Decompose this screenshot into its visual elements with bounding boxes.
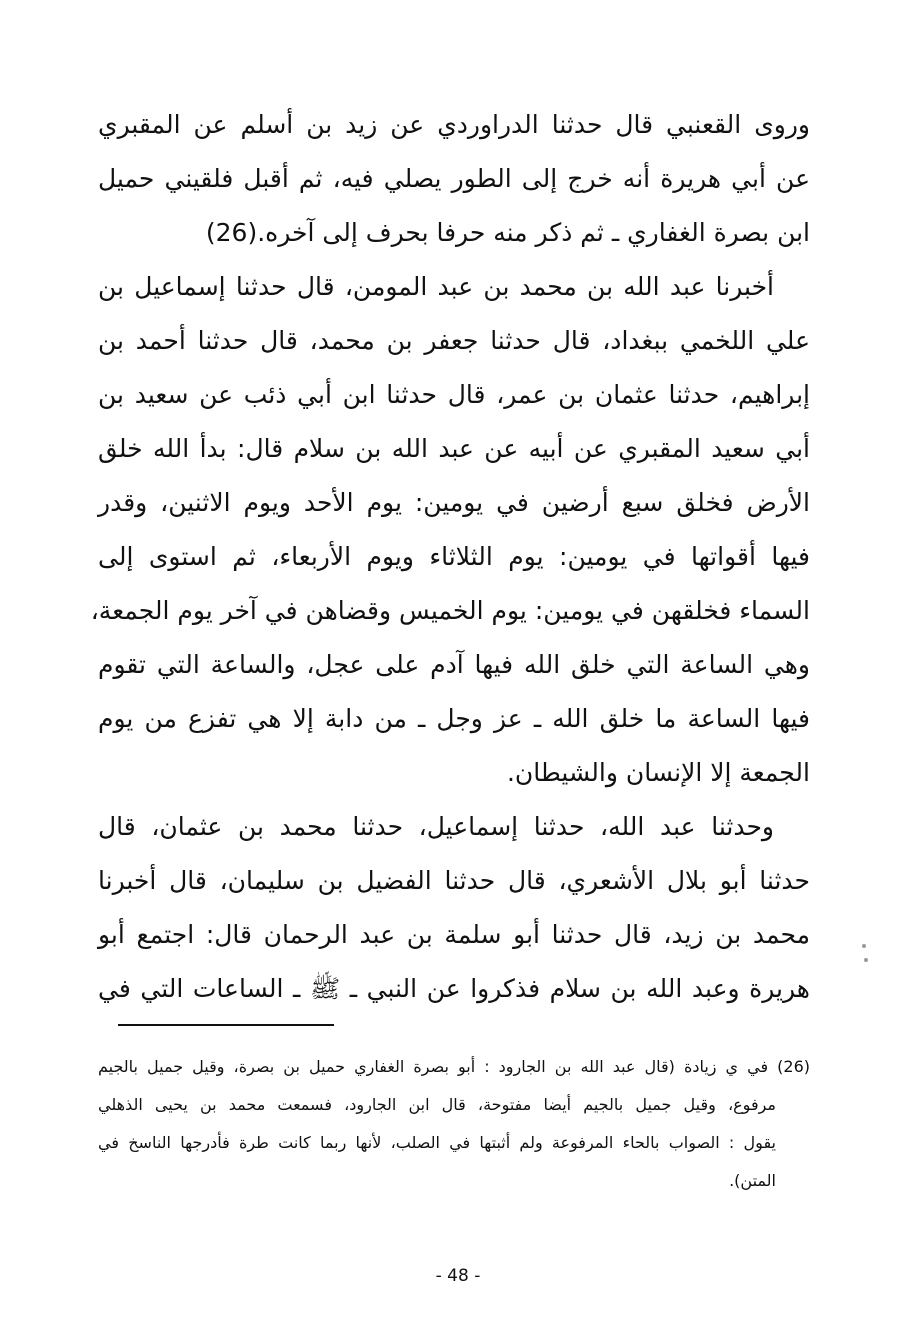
text-line: إبراهيم، حدثنا عثمان بن عمر، قال حدثنا ابن أبي ذئب عن سعيد بن (98, 380, 810, 409)
footnote-line: (26) في ي زيادة (قال عبد الله بن الجارود : أبو بصرة الغفاري حميل بن بصرة، وقيل جميل بالجيم (98, 1057, 810, 1076)
text-line: وحدثنا عبد الله، حدثنا إسماعيل، حدثنا محمد بن عثمان، قال (98, 812, 774, 841)
footnote-line: المتن). (729, 1171, 776, 1190)
text-line: الجمعة إلا الإنسان والشيطان. (506, 758, 810, 787)
text-line: أخبرنا عبد الله بن محمد بن عبد المومن، قال حدثنا إسماعيل بن (98, 272, 774, 301)
text-line: الأرض فخلق سبع أرضين في يومين: يوم الأحد ويوم الاثنين، وقدر (98, 488, 810, 517)
text-line: فيها أقواتها في يومين: يوم الثلاثاء ويوم الأربعاء، ثم استوى إلى (98, 542, 810, 571)
footnote-line: مرفوع، وقيل جميل بالجيم أيضا مفتوحة، قال ابن الجارود، فسمعت محمد بن يحيى الذهلي (98, 1095, 776, 1114)
text-line: ابن بصرة الغفاري ـ ثم ذكر منه حرفا بحرف إلى آخره.(26) (205, 218, 810, 247)
text-line: وروى القعنبي قال حدثنا الدراوردي عن زيد بن أسلم عن المقبري (98, 110, 810, 139)
footnote (98, 1048, 810, 1200)
text-line: السماء فخلقهن في يومين: يوم الخميس وقضاهن في آخر يوم الجمعة، (90, 596, 810, 625)
scan-speck (864, 958, 868, 962)
text-line: أبي سعيد المقبري عن أبيه عن عبد الله بن سلام قال: بدأ الله خلق (98, 434, 810, 463)
text-line: عن أبي هريرة أنه خرج إلى الطور يصلي فيه، ثم أقبل فلقيني حميل (98, 164, 810, 193)
page-number: - 48 - (435, 1266, 481, 1286)
main-text (90, 98, 810, 1016)
text-line: علي اللخمي ببغداد، قال حدثنا جعفر بن محمد، قال حدثنا أحمد بن (98, 326, 810, 355)
scan-speck (862, 944, 866, 948)
text-line: محمد بن زيد، قال حدثنا أبو سلمة بن عبد الرحمان قال: اجتمع أبو (98, 920, 810, 949)
footnote-divider (118, 1024, 334, 1026)
text-line: حدثنا أبو بلال الأشعري، قال حدثنا الفضيل بن سليمان، قال أخبرنا (98, 866, 810, 895)
text-line: هريرة وعبد الله بن سلام فذكروا عن النبي ـ ﷺ ـ الساعات التي في (98, 974, 810, 1003)
text-line: فيها الساعة ما خلق الله ـ عز وجل ـ من دابة إلا هي تفزع من يوم (98, 704, 810, 733)
text-line: وهي الساعة التي خلق الله فيها آدم على عجل، والساعة التي تقوم (98, 650, 810, 679)
footnote-line: يقول : الصواب بالحاء المرفوعة ولم أثبتها في الصلب، لأنها ربما كانت طرة فأدرجها الناسخ في (98, 1133, 776, 1152)
